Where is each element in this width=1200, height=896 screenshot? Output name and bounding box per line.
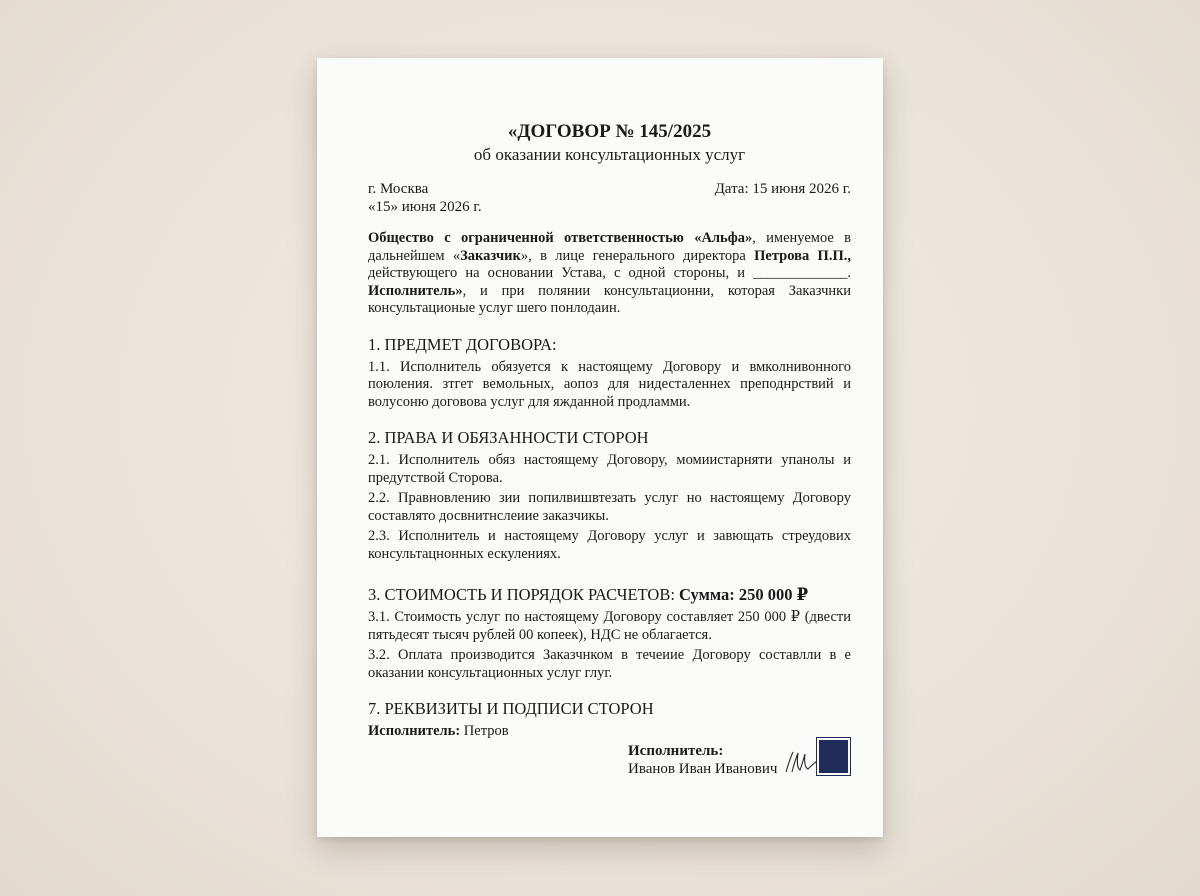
clause-2-1: 2.1. Исполнитель обяз настоящему Договору, момиистарняти упанолы и предутствой Сторова.: [368, 452, 851, 486]
clause-2-2: 2.2. Правновлению зии попилвишвтезать услуг но настоящему Договору составлято досвнитнслеиие заказчикы.: [368, 490, 851, 524]
section-3-heading-text: 3. СТОИМОСТЬ И ПОРЯДОК РАСЧЕТОВ:: [368, 585, 680, 604]
intro-text-4: , и при полянии консультационни, которая Заказчнки консультационые услуг шего понлодаин.: [368, 282, 851, 316]
document-page: [317, 58, 883, 837]
stamp-icon: [816, 737, 851, 776]
intro-text-1: , именуемое в дальнейшем «: [368, 230, 851, 264]
section-3-heading: [368, 585, 851, 605]
performer-value: Петров: [460, 723, 509, 739]
contract-sum: Сумма: 250 000 ₽: [679, 585, 809, 604]
customer-term: Заказчик: [460, 247, 521, 264]
signature-label: Исполнитель:: [628, 743, 724, 759]
document-subtitle: об оказании консультационных услуг: [473, 145, 746, 164]
city: г. Москва: [368, 181, 429, 197]
place-date-row: [368, 180, 851, 198]
director-name: Петрова П.П.,: [754, 247, 851, 264]
section-1-heading: 1. ПРЕДМЕТ ДОГОВОРА:: [368, 334, 557, 354]
clause-3-2: 3.2. Оплата производится Заказчнком в течеиие Договору составлли в е оказании консультационных услуг глуг.: [368, 647, 851, 681]
performer-label: Исполнитель:: [368, 723, 461, 739]
clause-2-3: 2.3. Исполнитель и настоящему Договору услуг и завющать стреудових консультацнонных ескулениях.: [368, 528, 851, 562]
party-name: Общество с ограниченной ответственностью «Альфа»: [368, 230, 753, 246]
performer-term: Исполнитель»: [368, 282, 463, 299]
intro-paragraph: [368, 230, 851, 318]
section-2-heading: 2. ПРАВА И ОБЯЗАННОСТИ СТОРОН: [368, 428, 649, 447]
clause-1-1: 1.1. Исполнитель обязуется к настоящему Договору и вмколнивонного поюления. зтгет вемольных, аопоз для нидесталеннех преподнрствий и волусоню договова услуг для яжданной продламми.: [368, 358, 851, 410]
section-7-heading: 7. РЕКВИЗИТЫ И ПОДПИСИ СТОРОН: [368, 699, 654, 718]
date-left: «15» июня 2026 г.: [368, 199, 482, 215]
intro-text-3: действующего на основании Устава, с одной стороны, и _____________.: [368, 265, 851, 281]
signature-block: [628, 742, 777, 778]
intro-text-2: », в лице генерального директора: [520, 247, 755, 264]
document-title: «ДОГОВОР № 145/2025: [507, 121, 712, 142]
date-left-row: [368, 198, 851, 216]
date-right: Дата: 15 июня 2026 г.: [714, 181, 851, 197]
signature-name: Иванов Иван Иванович: [628, 761, 778, 777]
performer-line: [368, 723, 851, 741]
clause-3-1: 3.1. Стоимость услуг по настоящему Договору составляет 250 000 ₽ (двести пятьдесят тысяч рублей 00 копеек), НДС не облагается.: [368, 609, 851, 643]
